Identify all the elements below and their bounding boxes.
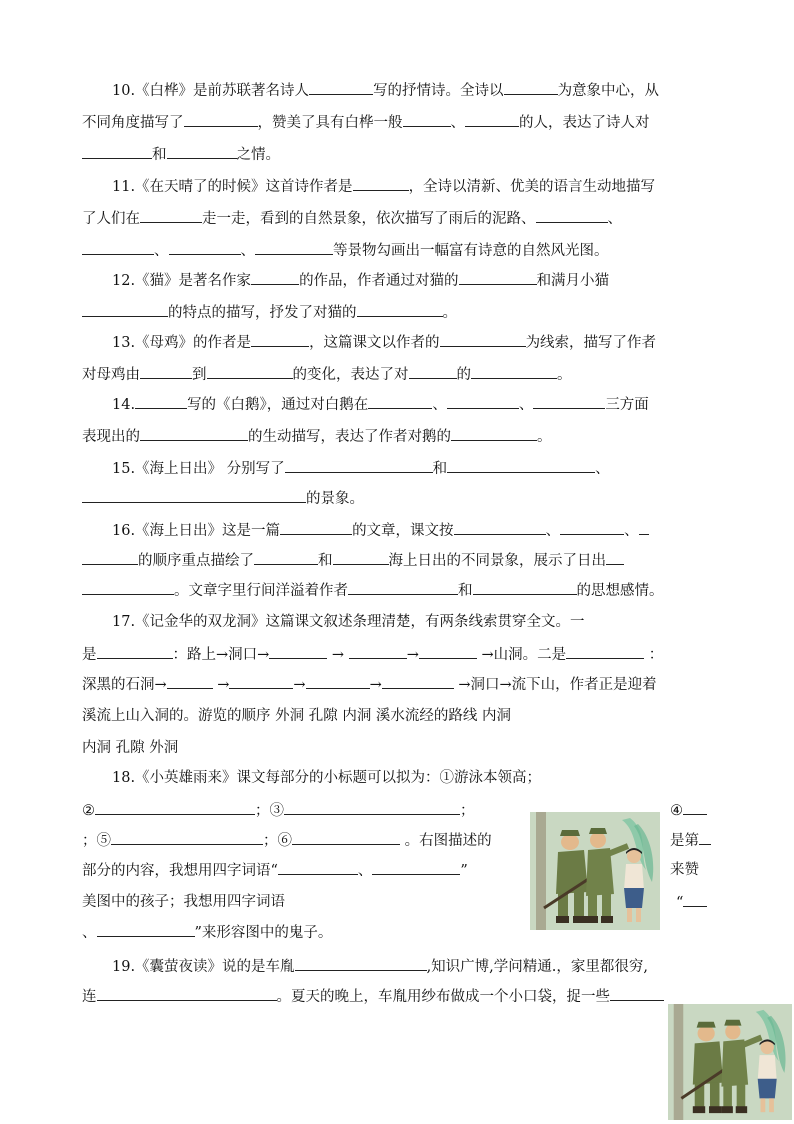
answer-blank[interactable] xyxy=(699,830,711,845)
answer-blank[interactable] xyxy=(207,364,293,379)
text-line-l12 xyxy=(82,426,712,447)
answer-blank[interactable] xyxy=(610,986,664,1001)
text-segment: ”来形容图中的鬼子。 xyxy=(194,925,333,941)
text-fragment-r2 xyxy=(670,830,780,851)
text-segment: 的文章，课文按 xyxy=(352,523,454,539)
text-segment: 、 xyxy=(624,523,639,539)
text-line-l09 xyxy=(112,332,712,353)
text-segment: 不同角度描写了 xyxy=(82,115,184,131)
text-line-l04 xyxy=(112,176,712,197)
text-segment: → xyxy=(293,677,306,693)
answer-blank[interactable] xyxy=(292,830,400,845)
answer-blank[interactable] xyxy=(403,112,451,127)
text-line-l18 xyxy=(112,612,712,632)
answer-blank[interactable] xyxy=(306,674,370,689)
answer-blank[interactable] xyxy=(140,208,202,223)
text-segment: 的人，表达了诗人对 xyxy=(519,115,650,131)
answer-blank[interactable] xyxy=(372,860,460,875)
answer-blank[interactable] xyxy=(473,580,577,595)
text-segment: 、 xyxy=(518,397,534,413)
answer-blank[interactable] xyxy=(97,644,173,659)
text-line-l05 xyxy=(82,208,712,229)
text-segment: ，全诗以清新、优美的语言生动地描写 xyxy=(408,179,656,195)
text-line-l01 xyxy=(112,80,712,101)
text-segment: 和 xyxy=(432,461,448,477)
text-segment: 的思想感情。 xyxy=(576,583,664,599)
answer-blank[interactable] xyxy=(606,550,624,565)
text-segment: 、 xyxy=(607,211,622,227)
text-segment: 、 xyxy=(82,925,97,941)
text-segment: 。文章字里行间洋溢着作者 xyxy=(174,583,348,599)
text-line-l23 xyxy=(112,768,712,788)
answer-blank[interactable] xyxy=(309,80,373,95)
answer-blank[interactable] xyxy=(251,332,309,347)
text-segment: 写的抒情诗。全诗以 xyxy=(373,83,504,99)
text-segment: ，这篇课文以作者的 xyxy=(309,335,440,351)
answer-blank[interactable] xyxy=(140,364,192,379)
answer-blank[interactable] xyxy=(167,144,237,159)
text-segment: 表现出的 xyxy=(82,429,140,445)
answer-blank[interactable] xyxy=(683,892,707,907)
text-segment: →山洞。二是 xyxy=(476,647,567,663)
answer-blank[interactable] xyxy=(447,458,595,473)
text-line-l06 xyxy=(82,240,712,261)
text-line-l14 xyxy=(82,488,712,509)
text-segment: 的生动描写，表达了作者对鹅的 xyxy=(248,429,451,445)
text-line-l03 xyxy=(82,144,712,165)
text-segment: 和 xyxy=(458,583,473,599)
answer-blank[interactable] xyxy=(251,270,299,285)
answer-blank[interactable] xyxy=(97,986,277,1001)
text-segment: 为线索，描写了作者 xyxy=(525,335,657,351)
text-segment: 19.《囊萤夜读》说的是车胤 xyxy=(112,959,295,975)
answer-blank[interactable] xyxy=(278,860,358,875)
text-segment: 、 xyxy=(450,115,465,131)
answer-blank[interactable] xyxy=(82,144,152,159)
text-fragment-r4 xyxy=(676,892,786,913)
text-fragment-r3 xyxy=(670,860,780,880)
text-line-l21 xyxy=(82,706,712,726)
text-line-l02 xyxy=(82,112,712,133)
text-segment: 12.《猫》是著名作家 xyxy=(112,273,252,289)
text-line-l30 xyxy=(82,986,712,1007)
text-fragment-r1 xyxy=(670,800,780,821)
answer-blank[interactable] xyxy=(82,488,306,503)
text-segment: 、 xyxy=(545,523,561,539)
answer-blank[interactable] xyxy=(566,644,644,659)
answer-blank[interactable] xyxy=(295,956,427,971)
text-segment: 海上日出的不同景象，展示了日出 xyxy=(388,553,606,569)
answer-blank[interactable] xyxy=(409,364,457,379)
text-segment: 15.《海上日出》 分别写了 xyxy=(112,461,285,477)
text-line-l20 xyxy=(82,674,712,695)
text-segment: 10.《白桦》是前苏联著名诗人 xyxy=(112,83,310,99)
answer-blank[interactable] xyxy=(536,208,608,223)
text-line-l13 xyxy=(112,458,712,479)
text-segment: 和满月小猫 xyxy=(536,273,610,289)
text-segment: ；③ xyxy=(255,803,284,819)
text-segment: 走一走，看到的自然景象，依次描写了雨后的泥路、 xyxy=(202,211,536,227)
answer-blank[interactable] xyxy=(184,112,258,127)
text-segment: 16.《海上日出》这是一篇 xyxy=(112,523,281,539)
text-segment: 。右图描述的 xyxy=(400,833,492,849)
text-segment: 、 xyxy=(240,243,255,259)
text-segment: 是第 xyxy=(670,833,699,849)
text-segment: 、 xyxy=(154,243,169,259)
answer-blank[interactable] xyxy=(639,520,649,535)
answer-blank[interactable] xyxy=(285,458,433,473)
text-segment: 的 xyxy=(456,367,471,383)
text-segment: 来赞 xyxy=(670,862,699,878)
text-line-l08 xyxy=(82,302,712,323)
text-segment: ，赞美了具有白桦一般 xyxy=(257,115,403,131)
text-segment: ；⑥ xyxy=(263,833,292,849)
answer-blank[interactable] xyxy=(533,394,605,409)
text-segment: ：路上→洞口→ xyxy=(172,647,270,663)
text-segment: 到 xyxy=(192,367,207,383)
answer-blank[interactable] xyxy=(254,550,318,565)
text-segment: 美图中的孩子；我想用四字词语 xyxy=(82,894,285,910)
answer-blank[interactable] xyxy=(82,580,174,595)
text-segment: → xyxy=(369,677,382,693)
text-segment: 的景象。 xyxy=(306,491,364,507)
text-segment: 13.《母鸡》的作者是 xyxy=(112,335,252,351)
text-segment: 三方面 xyxy=(605,397,649,413)
text-segment: 内洞 孔隙 外洞 xyxy=(82,740,179,756)
answer-blank[interactable] xyxy=(348,580,458,595)
answer-blank[interactable] xyxy=(169,240,241,255)
text-segment: → xyxy=(406,647,419,663)
text-segment: ；⑤ xyxy=(82,833,111,849)
text-segment: 、 xyxy=(357,863,373,879)
text-line-l07 xyxy=(112,270,712,291)
text-line-l29 xyxy=(112,956,712,977)
answer-blank[interactable] xyxy=(82,302,168,317)
answer-blank[interactable] xyxy=(459,270,537,285)
text-segment: 连 xyxy=(82,989,97,1005)
text-segment: 11.《在天晴了的时候》这首诗作者是 xyxy=(112,179,353,195)
text-segment: 18.《小英雄雨来》课文每部分的小标题可以拟为：①游泳本领高； xyxy=(112,770,542,786)
text-segment: → xyxy=(212,677,230,693)
answer-blank[interactable] xyxy=(419,644,477,659)
text-segment: 的顺序重点描绘了 xyxy=(138,553,254,569)
answer-blank[interactable] xyxy=(440,332,526,347)
answer-blank[interactable] xyxy=(255,240,333,255)
text-segment: 、 xyxy=(432,397,447,413)
text-segment: 。 xyxy=(557,367,572,383)
soldiers-boy-illustration-icon xyxy=(530,915,660,934)
text-segment: 的变化，表达了对 xyxy=(292,367,409,383)
illustration-soldiers-and-boy xyxy=(530,812,660,930)
soldiers-boy-illustration-icon xyxy=(668,1105,792,1124)
answer-blank[interactable] xyxy=(82,550,138,565)
text-line-l22 xyxy=(82,738,712,758)
text-segment: 14. xyxy=(112,397,136,413)
text-segment: ,知识广博,学问精通.，家里都很穷, xyxy=(426,959,648,975)
text-segment: 等景物勾画出一幅富有诗意的自然风光图。 xyxy=(333,243,609,259)
text-segment: 。 xyxy=(442,305,457,321)
text-segment: → xyxy=(327,647,349,663)
text-segment: 、 xyxy=(595,461,610,477)
text-line-l19 xyxy=(82,644,712,665)
answer-blank[interactable] xyxy=(353,176,409,191)
answer-blank[interactable] xyxy=(560,520,624,535)
text-segment: 写的《白鹅》，通过对白鹅在 xyxy=(187,397,369,413)
text-segment: 溪流上山入洞的。游览的顺序 外洞 孔隙 内洞 溪水流经的路线 内洞 xyxy=(82,708,512,724)
answer-blank[interactable] xyxy=(454,520,546,535)
text-segment: →洞口→流下山，作者正是迎着 xyxy=(453,677,657,693)
answer-blank[interactable] xyxy=(382,674,454,689)
text-line-l17 xyxy=(82,580,712,601)
answer-blank[interactable] xyxy=(284,800,460,815)
text-segment: 。 xyxy=(537,429,552,445)
answer-blank[interactable] xyxy=(280,520,352,535)
text-segment: 是 xyxy=(82,647,97,663)
text-segment: 深黑的石洞→ xyxy=(82,677,167,693)
text-segment: 对母鸡由 xyxy=(82,367,140,383)
answer-blank[interactable] xyxy=(82,240,154,255)
illustration-soldiers-and-boy-copy xyxy=(668,1004,792,1120)
answer-blank[interactable] xyxy=(465,112,519,127)
answer-blank[interactable] xyxy=(167,674,213,689)
answer-blank[interactable] xyxy=(357,302,443,317)
answer-blank[interactable] xyxy=(368,394,432,409)
text-segment: 为意象中心，从 xyxy=(557,83,660,99)
text-segment: 部分的内容，我想用四字词语“ xyxy=(82,863,278,879)
text-segment: ④ xyxy=(670,803,683,819)
answer-blank[interactable] xyxy=(333,550,389,565)
text-segment: 和 xyxy=(318,553,333,569)
answer-blank[interactable] xyxy=(451,426,537,441)
text-segment: ： xyxy=(644,647,664,663)
text-line-l11 xyxy=(112,394,712,415)
answer-blank[interactable] xyxy=(471,364,557,379)
answer-blank[interactable] xyxy=(111,830,263,845)
answer-blank[interactable] xyxy=(97,922,195,937)
text-segment: 之情。 xyxy=(236,147,280,163)
text-segment: 和 xyxy=(152,147,167,163)
answer-blank[interactable] xyxy=(349,644,407,659)
text-segment: 。夏天的晚上，车胤用纱布做成一个小口袋，捉一些 xyxy=(276,989,610,1005)
text-segment: 的作品，作者通过对猫的 xyxy=(299,273,459,289)
text-segment: 的特点的描写，抒发了对猫的 xyxy=(168,305,357,321)
answer-blank[interactable] xyxy=(447,394,519,409)
answer-blank[interactable] xyxy=(229,674,293,689)
text-line-l10 xyxy=(82,364,712,385)
answer-blank[interactable] xyxy=(683,800,707,815)
text-line-l16 xyxy=(82,550,712,571)
text-line-l15 xyxy=(112,520,712,541)
answer-blank[interactable] xyxy=(504,80,558,95)
text-segment: “ xyxy=(676,895,684,911)
text-segment: 了人们在 xyxy=(82,211,140,227)
text-segment: ； xyxy=(460,803,475,819)
text-segment: ② xyxy=(82,803,95,819)
text-segment: 17.《记金华的双龙洞》这篇课文叙述条理清楚，有两条线索贯穿全文。一 xyxy=(112,614,585,630)
text-segment: ” xyxy=(460,863,468,879)
answer-blank[interactable] xyxy=(135,394,187,409)
answer-blank[interactable] xyxy=(269,644,327,659)
answer-blank[interactable] xyxy=(140,426,248,441)
answer-blank[interactable] xyxy=(95,800,255,815)
